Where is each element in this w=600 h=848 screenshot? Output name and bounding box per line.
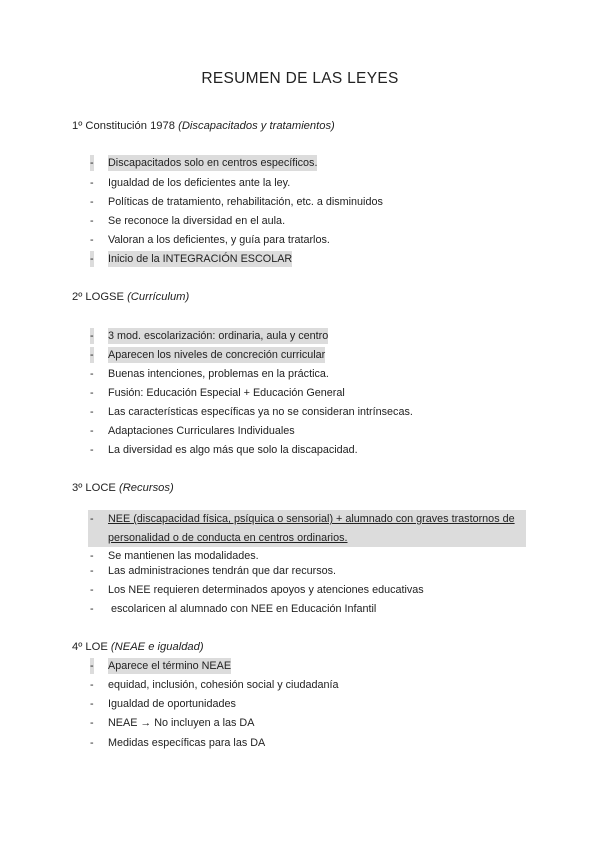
list-item-text: Se mantienen las modalidades. xyxy=(108,550,259,562)
list-item-text: Igualdad de los deficientes ante la ley. xyxy=(108,177,291,189)
section-heading-label: 1º Constitución 1978 xyxy=(72,120,175,132)
section-heading-1 xyxy=(72,120,335,132)
list-item-text: escolaricen al alumnado con NEE en Educación Infantil xyxy=(108,603,377,615)
bullet: - xyxy=(90,565,94,577)
section-heading-subtitle: (NEAE e igualdad) xyxy=(110,641,204,653)
bullet: - xyxy=(90,660,94,672)
list-item-text: Los NEE requieren determinados apoyos y atenciones educativas xyxy=(108,584,424,596)
bullet: - xyxy=(90,679,94,691)
section-heading-label: 2º LOGSE xyxy=(72,291,124,303)
page-title: RESUMEN DE LAS LEYES xyxy=(201,70,399,87)
list-item-text: La diversidad es algo más que solo la discapacidad. xyxy=(108,444,358,456)
section-heading-label: 3º LOCE xyxy=(72,482,116,494)
bullet: - xyxy=(90,444,94,456)
list-item-text: Aparecen los niveles de concreción curricular xyxy=(108,349,326,361)
section-heading-3 xyxy=(72,482,174,494)
section-heading-2 xyxy=(72,291,189,303)
bullet: - xyxy=(90,387,94,399)
bullet: - xyxy=(90,330,94,342)
section-heading-subtitle: (Recursos) xyxy=(119,482,174,494)
list-item-text: Medidas específicas para las DA xyxy=(108,737,266,749)
list-item-text: Políticas de tratamiento, rehabilitación, etc. a disminuidos xyxy=(108,196,383,208)
list-item-text: Fusión: Educación Especial + Educación General xyxy=(108,387,345,399)
list-item-text: Se reconoce la diversidad en el aula. xyxy=(108,215,286,227)
bullet: - xyxy=(90,406,94,418)
bullet: - xyxy=(90,157,94,169)
list-item-continuation: personalidad o de conducta en centros ordinarios. xyxy=(108,532,348,544)
section-heading-subtitle: (Discapacitados y tratamientos) xyxy=(178,120,335,132)
bullet: - xyxy=(90,698,94,710)
list-item-text: Igualdad de oportunidades xyxy=(108,698,236,710)
list-item-text: NEAE → No incluyen a las DA xyxy=(108,717,255,729)
list-item-text: Las administraciones tendrán que dar recursos. xyxy=(108,565,337,577)
section-heading-label: 4º LOE xyxy=(72,641,108,653)
bullet: - xyxy=(90,253,94,265)
bullet: - xyxy=(90,349,94,361)
list-item-text: Adaptaciones Curriculares Individuales xyxy=(108,425,295,437)
bullet: - xyxy=(90,737,94,749)
list-item-text: Las características específicas ya no se consideran intrínsecas. xyxy=(108,406,413,418)
list-item-text: Discapacitados solo en centros específicos. xyxy=(108,157,318,169)
list-item-text: Buenas intenciones, problemas en la práctica. xyxy=(108,368,329,380)
section-heading-subtitle: (Currículum) xyxy=(127,291,190,303)
bullet: - xyxy=(90,550,94,562)
list-item-text: Inicio de la INTEGRACIÓN ESCOLAR xyxy=(108,253,293,265)
list-item-text: 3 mod. escolarización: ordinaria, aula y centro xyxy=(108,330,329,342)
list-item-text: NEE (discapacidad física, psíquica o sensorial) + alumnado con graves trastornos de xyxy=(108,513,515,525)
bullet: - xyxy=(90,196,94,208)
bullet: - xyxy=(90,177,94,189)
list-item-text: equidad, inclusión, cohesión social y ciudadanía xyxy=(108,679,339,691)
section-heading-4 xyxy=(72,641,204,653)
bullet: - xyxy=(90,234,94,246)
bullet: - xyxy=(90,603,94,615)
bullet: - xyxy=(90,584,94,596)
list-item-text: Aparece el término NEAE xyxy=(108,660,232,672)
bullet: - xyxy=(90,425,94,437)
bullet: - xyxy=(90,513,94,525)
bullet: - xyxy=(90,717,94,729)
bullet: - xyxy=(90,368,94,380)
list-item-text: Valoran a los deficientes, y guía para tratarlos. xyxy=(108,234,330,246)
bullet: - xyxy=(90,215,94,227)
